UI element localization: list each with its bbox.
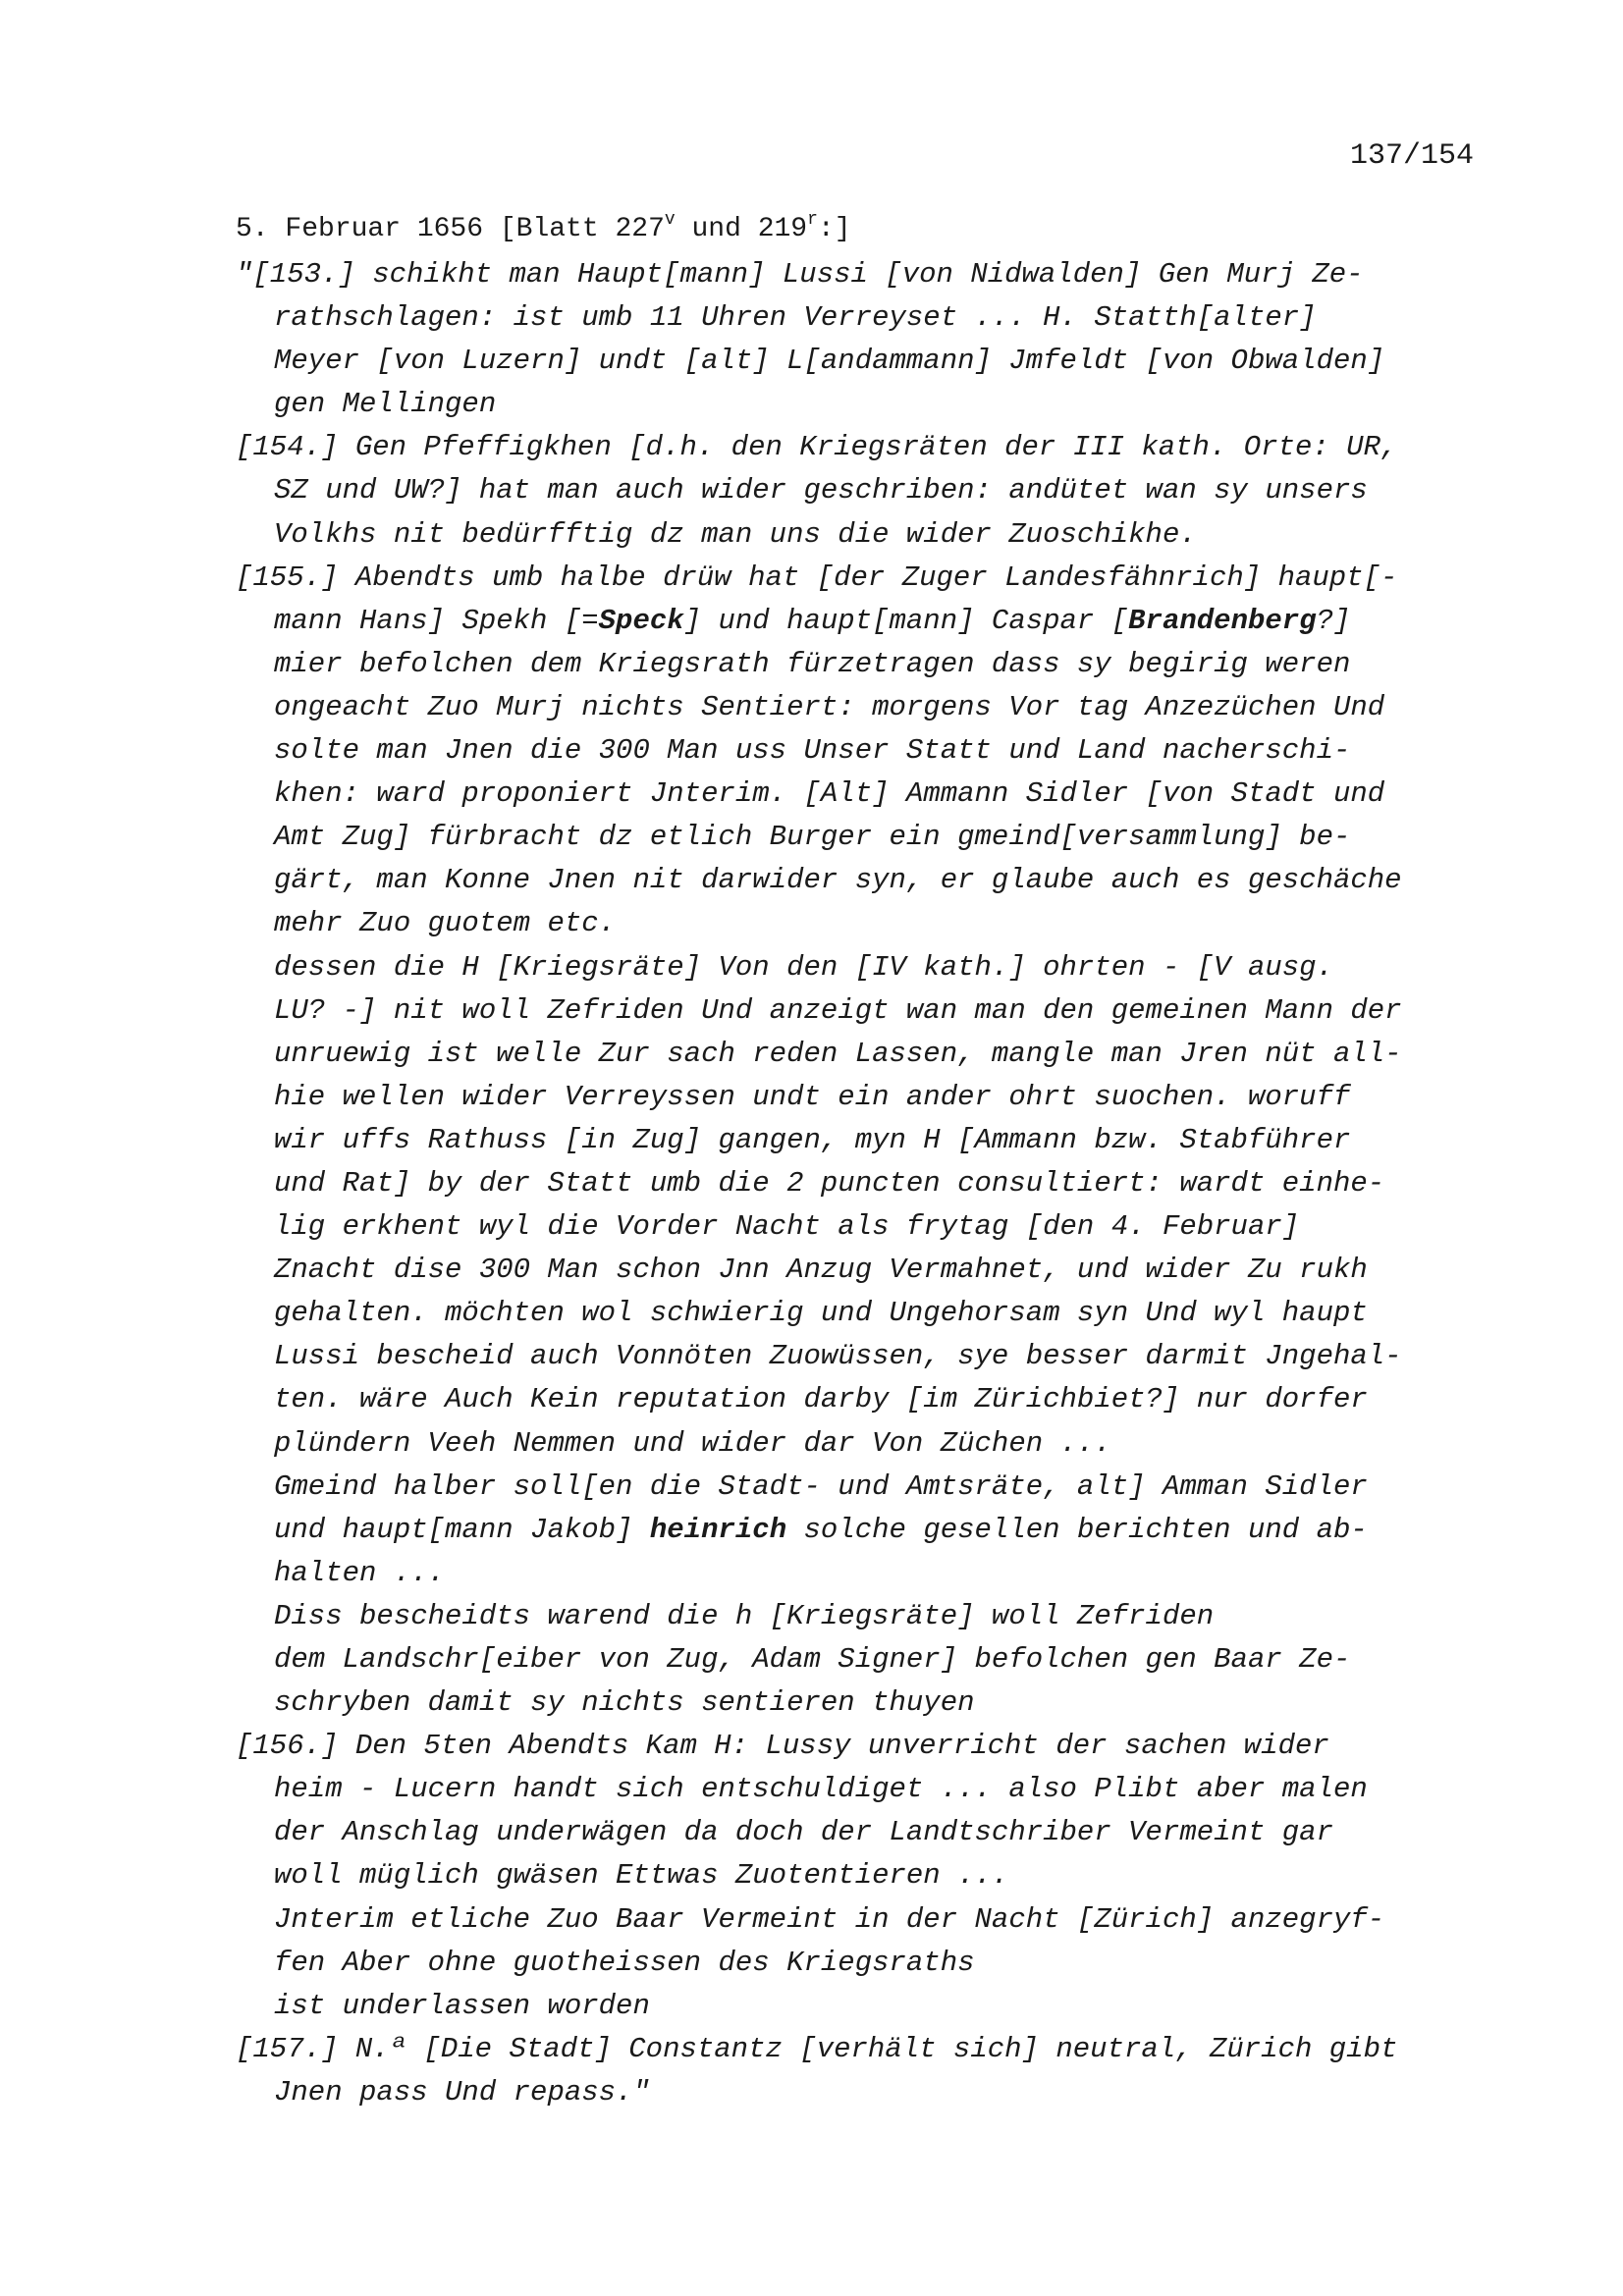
text-line: fen Aber ohne guotheissen des Kriegsraths [274,1946,975,1979]
text-line: der Anschlag underwägen da doch der Landtschriber Vermeint gar [274,1816,1333,1849]
text-line: Gmeind halber soll[en die Stadt- und Amtsräte, alt] Amman Sidler [274,1469,1368,1503]
text-line: gehalten. möchten wol schwierig und Ungehorsam syn Und wyl haupt [274,1297,1368,1330]
text-line: Amt Zug] fürbracht dz etlich Burger ein gmeind[versammlung] be- [274,821,1351,854]
text-line: woll müglich gwäsen Ettwas Zuotentieren ... [274,1859,1009,1893]
text-line: gärt, man Konne Jnen nit darwider syn, er glaube auch es geschäche [274,864,1402,897]
text-line: "[153.] schikht man Haupt[mann] Lussi [von Nidwalden] Gen Murj Ze- [236,258,1364,291]
heading-prefix: 5. Februar 1656 [Blatt 227 [236,214,665,244]
text-line [236,1509,1492,1552]
text-line: hie wellen wider Verreyssen undt ein ander ohrt suochen. woruff [274,1080,1351,1113]
text-line: SZ und UW?] hat man auch wider geschriben: andütet wan sy unsers [274,474,1368,507]
text-line [236,600,1492,643]
text-line: Znacht dise 300 Man schon Jnn Anzug Vermahnet, und wider Zu rukh [274,1254,1368,1287]
text-line: gen Mellingen [274,388,497,421]
text-line: ongeacht Zuo Murj nichts Sentiert: morgens Vor tag Anzezüchen Und [274,690,1385,723]
text-line: Jnterim etliche Zuo Baar Vermeint in der Nacht [Zürich] anzegryf- [274,1902,1385,1936]
page-number: 137/154 [1349,139,1474,173]
text-segment: mann Hans] Spekh [= [274,604,599,637]
text-line: [155.] Abendts umb halbe drüw hat [der Zuger Landesfähnrich] haupt[- [236,561,1398,594]
heading-mid: und 219 [675,214,808,244]
text-segment: solche gesellen berichten und ab- [786,1513,1368,1546]
text-line: [157.] N.ª [Die Stadt] Constantz [verhält sich] neutral, Zürich gibt [236,2032,1398,2065]
text-line: [156.] Den 5ten Abendts Kam H: Lussy unverricht der sachen wider [236,1730,1329,1763]
text-segment: ?] [1316,604,1351,637]
heading-suffix: :] [817,214,851,244]
text-line: dessen die H [Kriegsräte] Von den [IV kath.] ohrten - [V ausg. [274,950,1333,984]
bold-name: Brandenberg [1128,604,1317,637]
text-line: plündern Veeh Nemmen und wider dar Von Züchen ... [274,1426,1111,1460]
text-line: ten. wäre Auch Kein reputation darby [im Zürichbiet?] nur dorfer [274,1383,1368,1416]
text-line: wir uffs Rathuss [in Zug] gangen, myn H [Ammann bzw. Stabführer [274,1123,1351,1156]
text-line: heim - Lucern handt sich entschuldiget ... also Plibt aber malen [274,1773,1368,1806]
text-line: Lussi bescheid auch Vonnöten Zuowüssen, sye besser darmit Jngehal- [274,1340,1402,1373]
heading-superscript-recto: r [807,210,818,230]
text-line: Diss bescheidts warend die h [Kriegsräte] woll Zefriden [274,1599,1215,1632]
text-line: schryben damit sy nichts sentieren thuyen [274,1686,975,1720]
text-line: Jnen pass Und repass." [274,2075,650,2109]
text-line: khen: ward proponiert Jnterim. [Alt] Ammann Sidler [von Stadt und [274,777,1385,811]
text-line: halten ... [274,1556,446,1589]
text-line: Volkhs nit bedürfftig dz man uns die wider Zuoschikhe. [274,517,1197,551]
text-line: Meyer [von Luzern] undt [alt] L[andammann] Jmfeldt [von Obwalden] [274,345,1385,378]
text-segment: und haupt[mann Jakob] [274,1513,650,1546]
text-line: solte man Jnen die 300 Man uss Unser Statt und Land nacherschi- [274,734,1351,768]
bold-name: heinrich [649,1513,787,1546]
text-line: LU? -] nit woll Zefriden Und anzeigt wan man den gemeinen Mann der [274,993,1402,1027]
text-line: unruewig ist welle Zur sach reden Lassen, mangle man Jren nüt all- [274,1037,1402,1070]
bold-name: Speck [598,604,684,637]
text-line: dem Landschr[eiber von Zug, Adam Signer] befolchen gen Baar Ze- [274,1643,1351,1676]
text-line: [154.] Gen Pfeffigkhen [d.h. den Kriegsräten der III kath. Orte: UR, [236,431,1398,464]
text-line: lig erkhent wyl die Vorder Nacht als frytag [den 4. Februar] [274,1210,1300,1244]
text-line: mier befolchen dem Kriegsrath fürzetragen dass sy begirig weren [274,647,1351,680]
heading-superscript-verso: v [664,210,676,230]
text-line: ist underlassen worden [274,1989,650,2022]
text-segment: ] und haupt[mann] Caspar [ [683,604,1129,637]
text-line: mehr Zuo guotem etc. [274,907,617,940]
text-line: und Rat] by der Statt umb die 2 puncten consultiert: wardt einhe- [274,1166,1385,1200]
text-line: rathschlagen: ist umb 11 Uhren Verreyset ... H. Statth[alter] [274,301,1317,335]
transcription-body [236,253,1492,2114]
section-heading [236,210,851,244]
